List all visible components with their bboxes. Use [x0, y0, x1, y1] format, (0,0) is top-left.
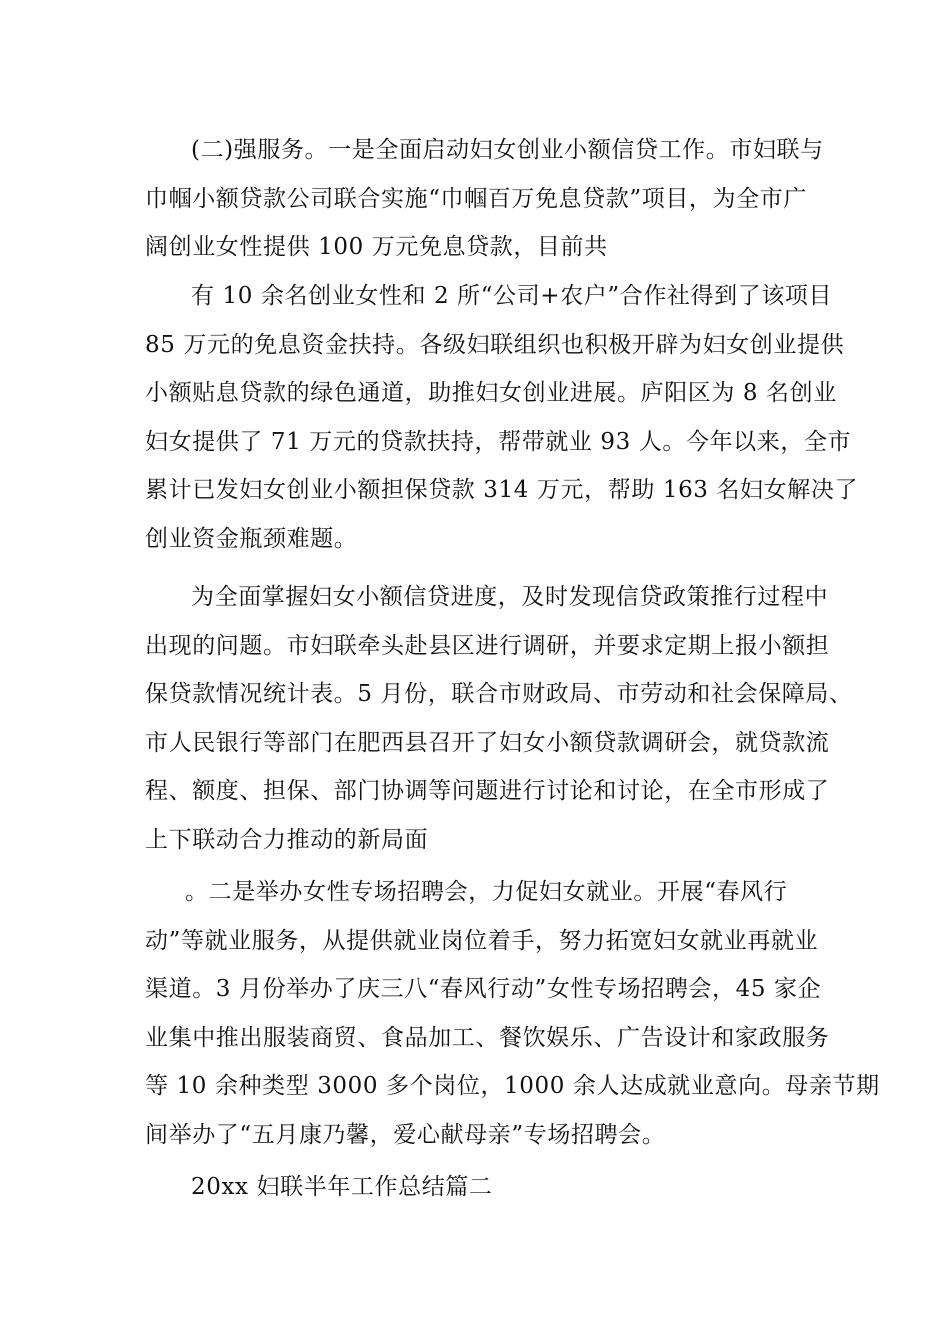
- text-line: 巾帼小额贷款公司联合实施“巾帼百万免息贷款”项目，为全市广: [145, 185, 807, 212]
- text-line: 市人民银行等部门在肥西县召开了妇女小额贷款调研会，就贷款流: [145, 729, 830, 756]
- text-line: 保贷款情况统计表。5 月份，联合市财政局、市劳动和社会保障局、: [145, 681, 853, 707]
- text-line: 小额贴息贷款的绿色通道，助推妇女创业进展。庐阳区为 8 名创业: [145, 380, 837, 406]
- text-line: 为全面掌握妇女小额信贷进度，及时发现信贷政策推行过程中: [191, 584, 829, 610]
- text-line: 创业资金瓶颈难题。: [145, 525, 358, 552]
- text-line: 有 10 余名创业女性和 2 所“公司+农户”合作社得到了该项目: [191, 283, 833, 309]
- text-line: 业集中推出服装商贸、食品加工、餐饮娱乐、广告设计和家政服务: [145, 1024, 830, 1051]
- paragraph-strengthen-services: [145, 126, 824, 272]
- text-line: 间举办了“五月康乃馨，爱心献母亲”专场招聘会。: [145, 1121, 666, 1148]
- text-line: 上下联动合力推动的新局面: [145, 826, 429, 853]
- text-line: 程、额度、担保、部门协调等问题进行讨论和讨论，在全市形成了: [145, 778, 830, 804]
- paragraph-credit-research: [145, 573, 853, 864]
- text-line: (二)强服务。一是全面启动妇女创业小额信贷工作。市妇联与: [191, 137, 824, 163]
- heading-line: 20xx 妇联半年工作总结篇二: [191, 1174, 493, 1200]
- paragraph-loan-support: [145, 272, 859, 563]
- text-line: 妇女提供了 71 万元的贷款扶持，帮带就业 93 人。今年以来，全市: [145, 428, 852, 455]
- section-heading: [145, 1163, 815, 1212]
- text-line: 。二是举办女性专场招聘会，力促妇女就业。开展“春风行: [185, 879, 788, 905]
- paragraph-job-fair: [145, 868, 880, 1159]
- text-line: 累计已发妇女创业小额担保贷款 314 万元，帮助 163 名妇女解决了: [145, 477, 859, 503]
- text-line: 阔创业女性提供 100 万元免息贷款，目前共: [145, 234, 608, 260]
- text-line: 85 万元的免息资金扶持。各级妇联组织也积极开辟为妇女创业提供: [145, 331, 845, 358]
- text-line: 动”等就业服务，从提供就业岗位着手，努力拓宽妇女就业再就业: [145, 927, 819, 954]
- text-line: 等 10 余种类型 3000 多个岗位，1000 余人达成就业意向。母亲节期: [145, 1073, 880, 1099]
- text-line: 出现的问题。市妇联牵头赴县区进行调研，并要求定期上报小额担: [145, 632, 830, 659]
- text-line: 渠道。3 月份举办了庆三八“春风行动”女性专场招聘会，45 家企: [145, 976, 822, 1002]
